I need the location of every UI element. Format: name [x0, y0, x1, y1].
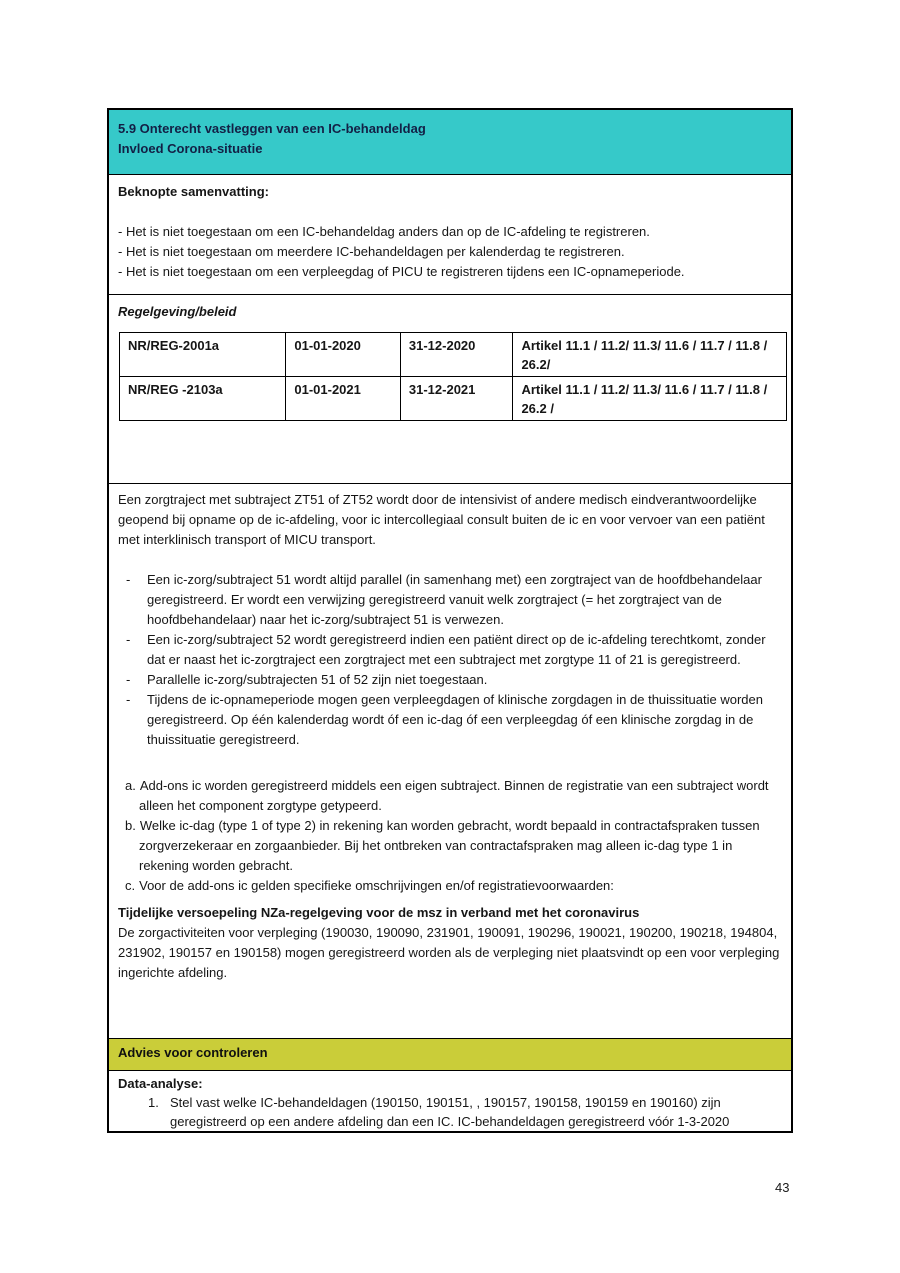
end-date-cell: 31-12-2020 — [400, 333, 513, 377]
table-row — [120, 333, 787, 377]
lettered-list — [118, 776, 782, 896]
regulation-heading: Regelgeving/beleid — [118, 304, 237, 319]
analysis-heading: Data-analyse: — [118, 1076, 203, 1091]
corona-text: De zorgactiviteiten voor verpleging (190030, 190090, 231901, 190091, 190296, 190021, 190200, 190218, 194804, 231902, 190157 en 190158) mogen geregistreerd worden als de verpleging niet plaatsvindt op een voor verpleging ingerichte afdeling. — [118, 925, 780, 980]
list-item — [118, 1093, 782, 1131]
section-title-banner — [109, 110, 791, 174]
list-item-text: Stel vast welke IC-behandeldagen (190150, 190151, , 190157, 190158, 190159 en 190160) zijn geregistreerd op een andere afdeling dan een IC. IC-behandeldagen geregistreerd vóór 1-3-2020 — [170, 1095, 730, 1129]
summary-item: - Het is niet toegestaan om een IC-behandeldag anders dan op de IC-afdeling te registreren. — [118, 224, 650, 239]
regulation-code-cell: NR/REG-2001a — [120, 333, 286, 377]
intro-paragraph: Een zorgtraject met subtraject ZT51 of ZT52 wordt door de intensivist of andere medisch eindverantwoordelijke geopend bij opname op de ic-afdeling, voor ic intercollegiaal consult buiten de ic en voor vervoer van een patiënt met interklinisch transport of MICU transport. — [118, 492, 765, 547]
page-number: 43 — [775, 1180, 790, 1195]
section-data-analysis — [109, 1070, 791, 1131]
list-item-text: Tijdens de ic-opnameperiode mogen geen verpleegdagen of klinische zorgdagen in de thuissituatie worden geregistreerd. Op één kalenderdag wordt óf een ic-dag óf een verpleegdag óf een klinische zorgdag in de thuissituatie geregistreerd. — [147, 692, 763, 747]
section-title-line1: 5.9 Onterecht vastleggen van een IC-behandeldag — [118, 121, 426, 136]
regulation-code-cell: NR/REG -2103a — [120, 377, 286, 421]
end-date-cell: 31-12-2021 — [400, 377, 513, 421]
summary-spacer — [118, 202, 782, 222]
list-item-label: b. — [125, 818, 136, 833]
list-item-label: c. — [125, 878, 136, 893]
articles-cell: Artikel 11.1 / 11.2/ 11.3/ 11.6 / 11.7 / 11.8 / 26.2/ — [513, 333, 787, 377]
summary-item: - Het is niet toegestaan om een verpleegdag of PICU te registreren tijdens een IC-opnameperiode. — [118, 264, 685, 279]
list-item-text: Parallelle ic-zorg/subtrajecten 51 of 52 zijn niet toegestaan. — [147, 672, 488, 687]
section-summary — [109, 174, 791, 294]
start-date-cell: 01-01-2020 — [286, 333, 401, 377]
list-item-text: Welke ic-dag (type 1 of type 2) in rekening kan worden gebracht, wordt bepaald in contractafspraken tussen zorgverzekeraar en zorgaanbieder. Bij het ontbreken van contractafspraken mag alleen ic-dag type 1 in rekening worden gebracht. — [139, 818, 760, 873]
start-date-cell: 01-01-2021 — [286, 377, 401, 421]
list-item — [118, 630, 782, 670]
dash-bullet: - — [126, 672, 131, 687]
list-item — [118, 876, 782, 896]
advice-heading: Advies voor controleren — [118, 1045, 268, 1060]
list-item — [118, 670, 782, 690]
table-row — [120, 377, 787, 421]
section-main-text — [109, 483, 791, 1038]
section-advice-banner — [109, 1038, 791, 1070]
section-regulation — [109, 294, 791, 483]
list-item — [118, 816, 782, 876]
list-item — [118, 570, 782, 630]
list-item-text: Add-ons ic worden geregistreerd middels een eigen subtraject. Binnen de registratie van een subtraject wordt alleen het component zorgtype getypeerd. — [139, 778, 769, 813]
list-item-text: Een ic-zorg/subtraject 51 wordt altijd parallel (in samenhang met) een zorgtraject van de hoofdbehandelaar geregistreerd. Er wordt een verwijzing geregistreerd vanuit welk zorgtraject (= het zorgtraject van de hoofdbehandelaar) naar het ic-zorg/subtraject 51 is verwezen. — [147, 572, 762, 627]
list-item — [118, 776, 782, 816]
dash-bullet: - — [126, 572, 131, 587]
regulation-table — [119, 332, 787, 421]
summary-item: - Het is niet toegestaan om meerdere IC-behandeldagen per kalenderdag te registreren. — [118, 244, 625, 259]
list-item-text: Voor de add-ons ic gelden specifieke omschrijvingen en/of registratievoorwaarden: — [139, 878, 614, 893]
list-item — [118, 690, 782, 750]
section-title-line2: Invloed Corona-situatie — [118, 140, 263, 156]
dash-bullet: - — [126, 692, 131, 707]
corona-heading: Tijdelijke versoepeling NZa-regelgeving voor de msz in verband met het coronavirus — [118, 905, 640, 920]
list-item-text: Een ic-zorg/subtraject 52 wordt geregistreerd indien een patiënt direct op de ic-afdeling terechtkomt, zonder dat er naast het ic-zorgtraject een zorgtraject met een subtraject met zorgtype 11 of 21 is geregistreerd. — [147, 632, 766, 667]
corona-paragraph — [118, 903, 782, 983]
articles-cell: Artikel 11.1 / 11.2/ 11.3/ 11.6 / 11.7 / 11.8 / 26.2 / — [513, 377, 787, 421]
list-item-label: a. — [125, 778, 136, 793]
dash-bullet: - — [126, 632, 131, 647]
summary-heading: Beknopte samenvatting: — [118, 184, 269, 199]
content-box — [107, 108, 793, 1133]
list-item-number: 1. — [148, 1095, 159, 1110]
